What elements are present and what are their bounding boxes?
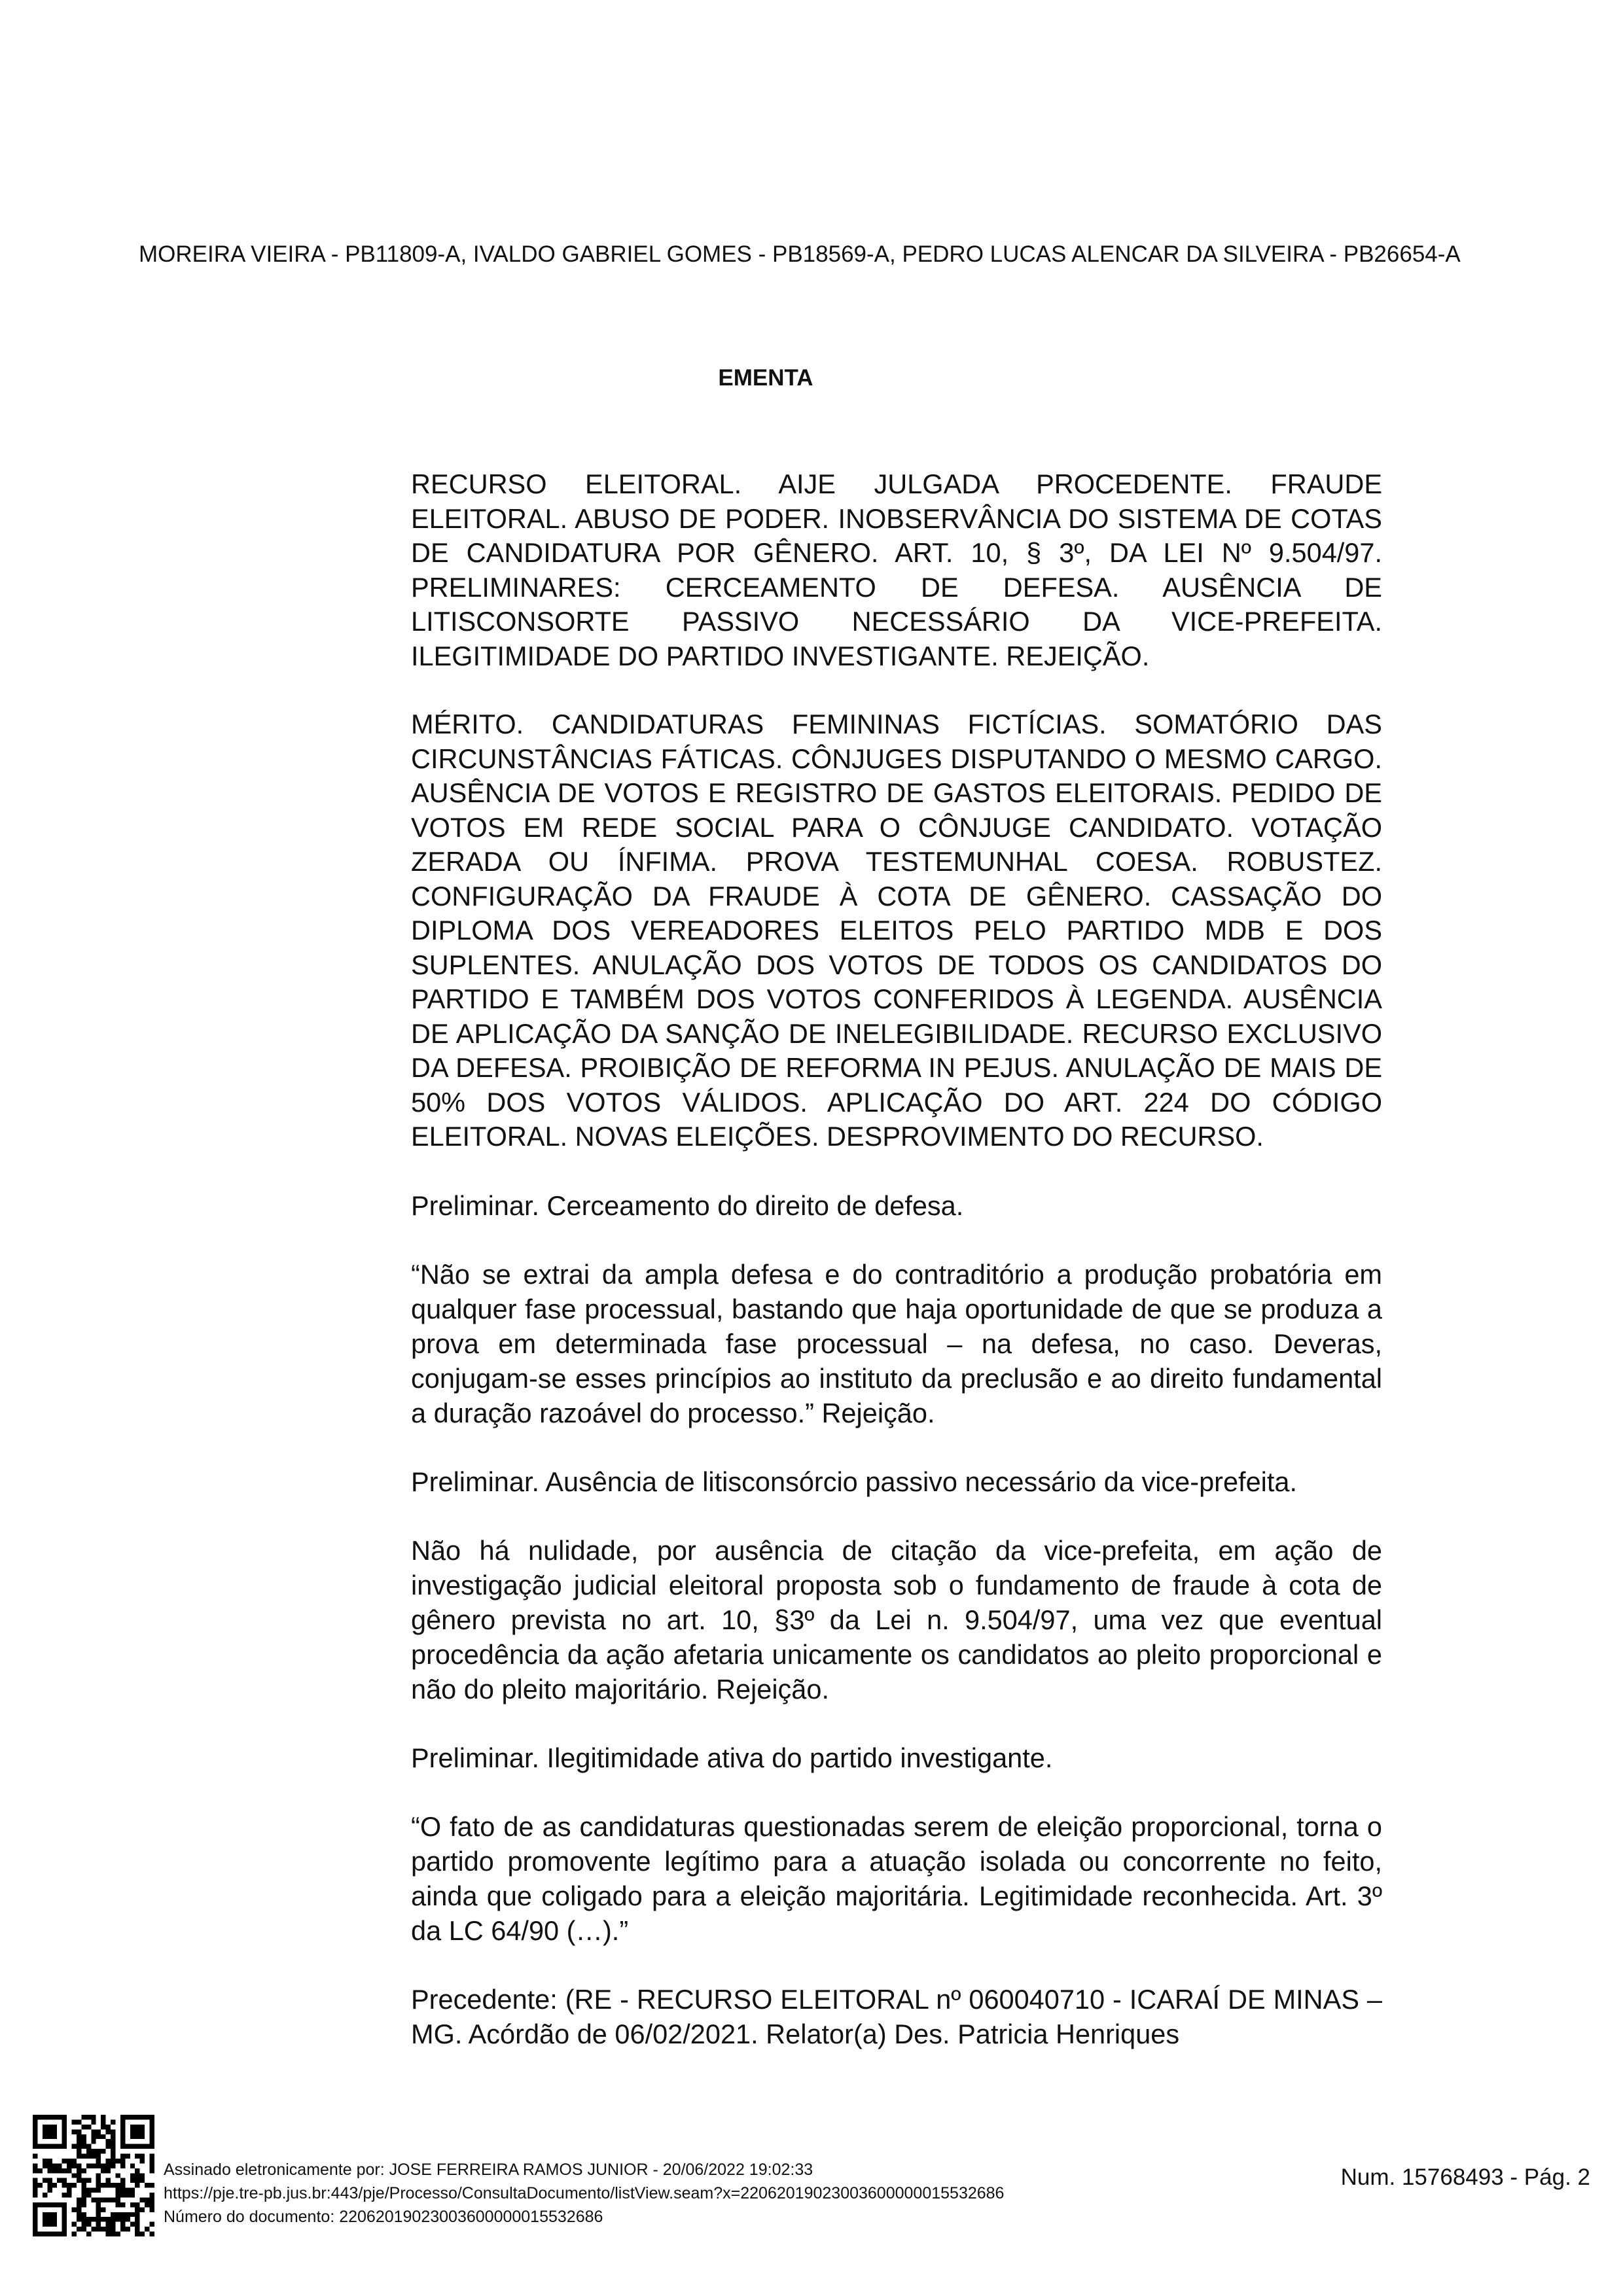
- preliminary-heading-legitimacy: Preliminar. Ilegitimidade ativa do partido investigante.: [411, 1742, 1053, 1773]
- page-reference: Num. 15768493 - Pág. 2: [1340, 2164, 1590, 2190]
- precedent-paragraph: Precedente: (RE - RECURSO ELEITORAL nº 060040710 - ICARAÍ DE MINAS – MG. Acórdão de 06/02/2021. Relator(a) Des. Patricia Henriques: [411, 1983, 1382, 2049]
- quote-legitimacy: “O fato de as candidaturas questionadas serem de eleição proporcional, torna o partido promovente legítimo para a atuação isolada ou concorrente no feito, ainda que coligado para a eleição majoritária. Legitimidade reconhecida. Art. 3º da LC 64/90 (…).”: [411, 1810, 1382, 1946]
- ementa-body: [411, 467, 1382, 2051]
- qr-code-icon: [33, 2115, 154, 2236]
- preliminary-heading-defense: Preliminar. Cerceamento do direito de defesa.: [411, 1190, 964, 1221]
- ementa-paragraph-merit: MÉRITO. CANDIDATURAS FEMININAS FICTÍCIAS. SOMATÓRIO DAS CIRCUNSTÂNCIAS FÁTICAS. CÔNJUGES DISPUTANDO O MESMO CARGO. AUSÊNCIA DE VOTOS E REGISTRO DE GASTOS ELEITORAIS. PEDIDO DE VOTOS EM REDE SOCIAL PARA O CÔNJUGE CANDIDATO. VOTAÇÃO ZERADA OU ÍNFIMA. PROVA TESTEMUNHAL COESA. ROBUSTEZ. CONFIGURAÇÃO DA FRAUDE À COTA DE GÊNERO. CASSAÇÃO DO DIPLOMA DOS VEREADORES ELEITOS PELO PARTIDO MDB E DOS SUPLENTES. ANULAÇÃO DOS VOTOS DE TODOS OS CANDIDATOS DO PARTIDO E TAMBÉM DOS VOTOS CONFERIDOS À LEGENDA. AUSÊNCIA DE APLICAÇÃO DA SANÇÃO DE INELEGIBILIDADE. RECURSO EXCLUSIVO DA DEFESA. PROIBIÇÃO DE REFORMA IN PEJUS. ANULAÇÃO DE MAIS DE 50% DOS VOTOS VÁLIDOS. APLICAÇÃO DO ART. 224 DO CÓDIGO ELEITORAL. NOVAS ELEIÇÕES. DESPROVIMENTO DO RECURSO.: [411, 709, 1382, 1152]
- document-number: Número do documento: 22062019023003600000015532686: [164, 2208, 603, 2226]
- section-title: EMENTA: [718, 365, 813, 391]
- ementa-paragraph-summary: RECURSO ELEITORAL. AIJE JULGADA PROCEDENTE. FRAUDE ELEITORAL. ABUSO DE PODER. INOBSERVÂNCIA DO SISTEMA DE COTAS DE CANDIDATURA POR GÊNERO. ART. 10, § 3º, DA LEI Nº 9.504/97. PRELIMINARES: CERCEAMENTO DE DEFESA. AUSÊNCIA DE LITISCONSORTE PASSIVO NECESSÁRIO DA VICE-PREFEITA. ILEGITIMIDADE DO PARTIDO INVESTIGANTE. REJEIÇÃO.: [411, 468, 1382, 671]
- header-lawyers: MOREIRA VIEIRA - PB11809-A, IVALDO GABRIEL GOMES - PB18569-A, PEDRO LUCAS ALENCAR DA SILVEIRA - PB26654-A: [139, 241, 1461, 267]
- quote-defense: “Não se extrai da ampla defesa e do contraditório a produção probatória em qualquer fase processual, bastando que haja oportunidade de que se produza a prova em determinada fase processual – na defesa, no caso. Deveras, conjugam-se esses princípios ao instituto da preclusão e ao direito fundamental a duração razoável do processo.” Rejeição.: [411, 1258, 1382, 1428]
- signed-by-line: Assinado eletronicamente por: JOSE FERREIRA RAMOS JUNIOR - 20/06/2022 19:02:33: [164, 2161, 813, 2179]
- document-url[interactable]: https://pje.tre-pb.jus.br:443/pje/Processo/ConsultaDocumento/listView.seam?x=22062019023003600000015532686: [164, 2184, 1005, 2202]
- preliminary-heading-litisconsortium: Preliminar. Ausência de litisconsórcio passivo necessário da vice-prefeita.: [411, 1466, 1298, 1497]
- signature-block: [164, 2158, 1211, 2229]
- paragraph-litisconsortium: Não há nulidade, por ausência de citação da vice-prefeita, em ação de investigação judicial eleitoral proposta sob o fundamento de fraude à cota de gênero prevista no art. 10, §3º da Lei n. 9.504/97, uma vez que eventual procedência da ação afetaria unicamente os candidatos ao pleito proporcional e não do pleito majoritário. Rejeição.: [411, 1534, 1382, 1704]
